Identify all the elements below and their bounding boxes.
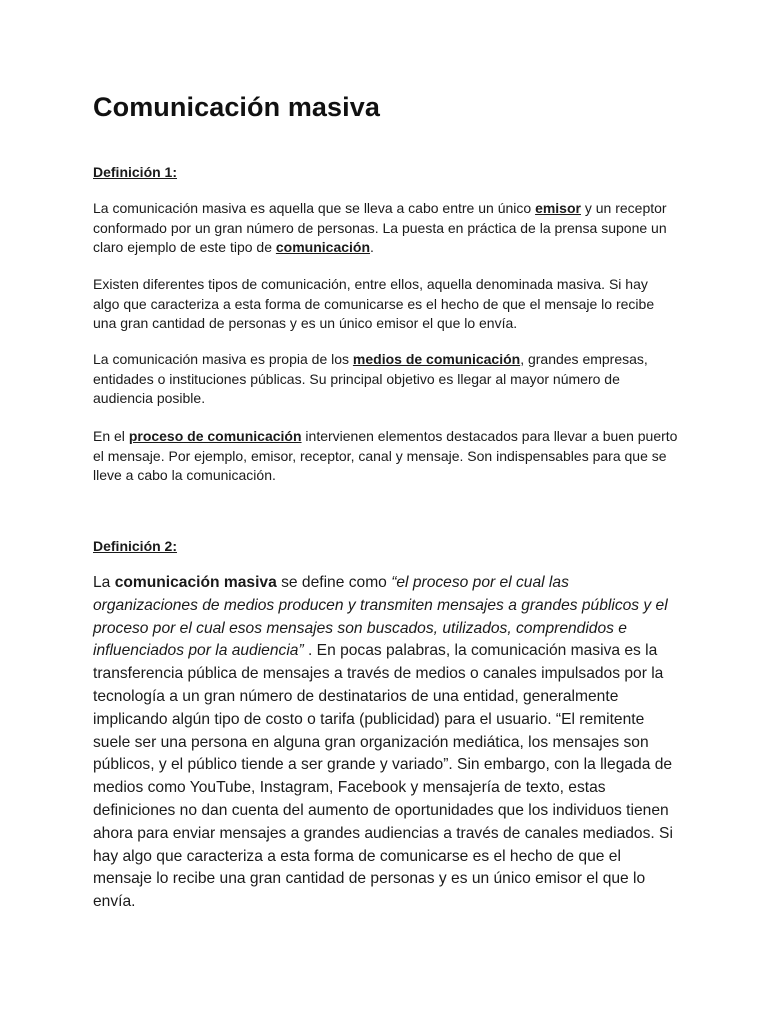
paragraph-4-text-b: intervienen elementos destacados para llevar a buen puerto el mensaje. Por ejemplo, emisor, receptor, canal y mensaje. Son indispensables para que se lleve a cabo la comunicación.: [93, 428, 678, 483]
paragraph-1: [93, 199, 678, 258]
paragraph-4: [93, 427, 678, 486]
bold-term: comunicación masiva: [114, 574, 277, 591]
paragraph-3-text-b: , grandes empresas, entidades o instituciones públicas. Su principal objetivo es llegar al mayor número de audiencia posible.: [93, 351, 648, 406]
definition-2-heading: Definición 2:: [93, 538, 178, 554]
link-medios-de-comunicacion[interactable]: medios de comunicación: [352, 351, 521, 367]
paragraph-5: [93, 572, 678, 914]
paragraph-4-text-a: En el: [93, 428, 129, 444]
link-emisor[interactable]: emisor: [535, 200, 581, 216]
link-proceso-de-comunicacion[interactable]: proceso de comunicación: [128, 428, 302, 444]
link-comunicacion[interactable]: comunicación: [275, 239, 371, 255]
paragraph-2: Existen diferentes tipos de comunicación, entre ellos, aquella denominada masiva. Si hay algo que caracteriza a esta forma de comunicarse es el hecho de que el mensaje lo recibe una gran cantidad de personas y es un único emisor el que lo envía.: [93, 276, 655, 331]
definition-quote: “el proceso por el cual las organizaciones de medios producen y transmiten mensajes a grandes públicos y el proceso por el cual esos mensajes son buscados, utilizados, comprendidos e influenciados por la audiencia”: [93, 574, 668, 660]
paragraph-5-text-b: se define como: [276, 574, 392, 591]
definition-1-heading: Definición 1:: [93, 164, 178, 180]
paragraph-3-text-a: La comunicación masiva es propia de los: [93, 351, 353, 367]
paragraph-1-text-c: .: [370, 239, 374, 255]
paragraph-5-text-c: . En pocas palabras, la comunicación masiva es la transferencia pública de mensajes a través de medios o canales impulsados por la tecnología a un gran número de destinatarios de una entidad, generalmente implicando algún tipo de costo o tarifa (publicidad) para el usuario. “El remitente suele ser una persona en alguna gran organización mediática, los mensajes son públicos, y el público tiende a ser grande y variado”. Sin embargo, con la llegada de medios como YouTube, Instagram, Facebook y mensajería de texto, estas definiciones no dan cuenta del aumento de oportunidades que los individuos tienen ahora para enviar mensajes a grandes audiencias a través de canales mediados. Si hay algo que caracteriza a esta forma de comunicarse es el hecho de que el mensaje lo recibe una gran cantidad de personas y es un único emisor el que lo envía.: [93, 642, 673, 911]
paragraph-5-text-a: La: [93, 574, 115, 591]
paragraph-3: [93, 350, 678, 409]
paragraph-1-text-b: y un receptor conformado por un gran número de personas. La puesta en práctica de la prensa supone un claro ejemplo de este tipo de: [93, 200, 667, 255]
paragraph-1-text-a: La comunicación masiva es aquella que se lleva a cabo entre un único: [93, 200, 536, 216]
document-title: Comunicación masiva: [93, 92, 380, 122]
